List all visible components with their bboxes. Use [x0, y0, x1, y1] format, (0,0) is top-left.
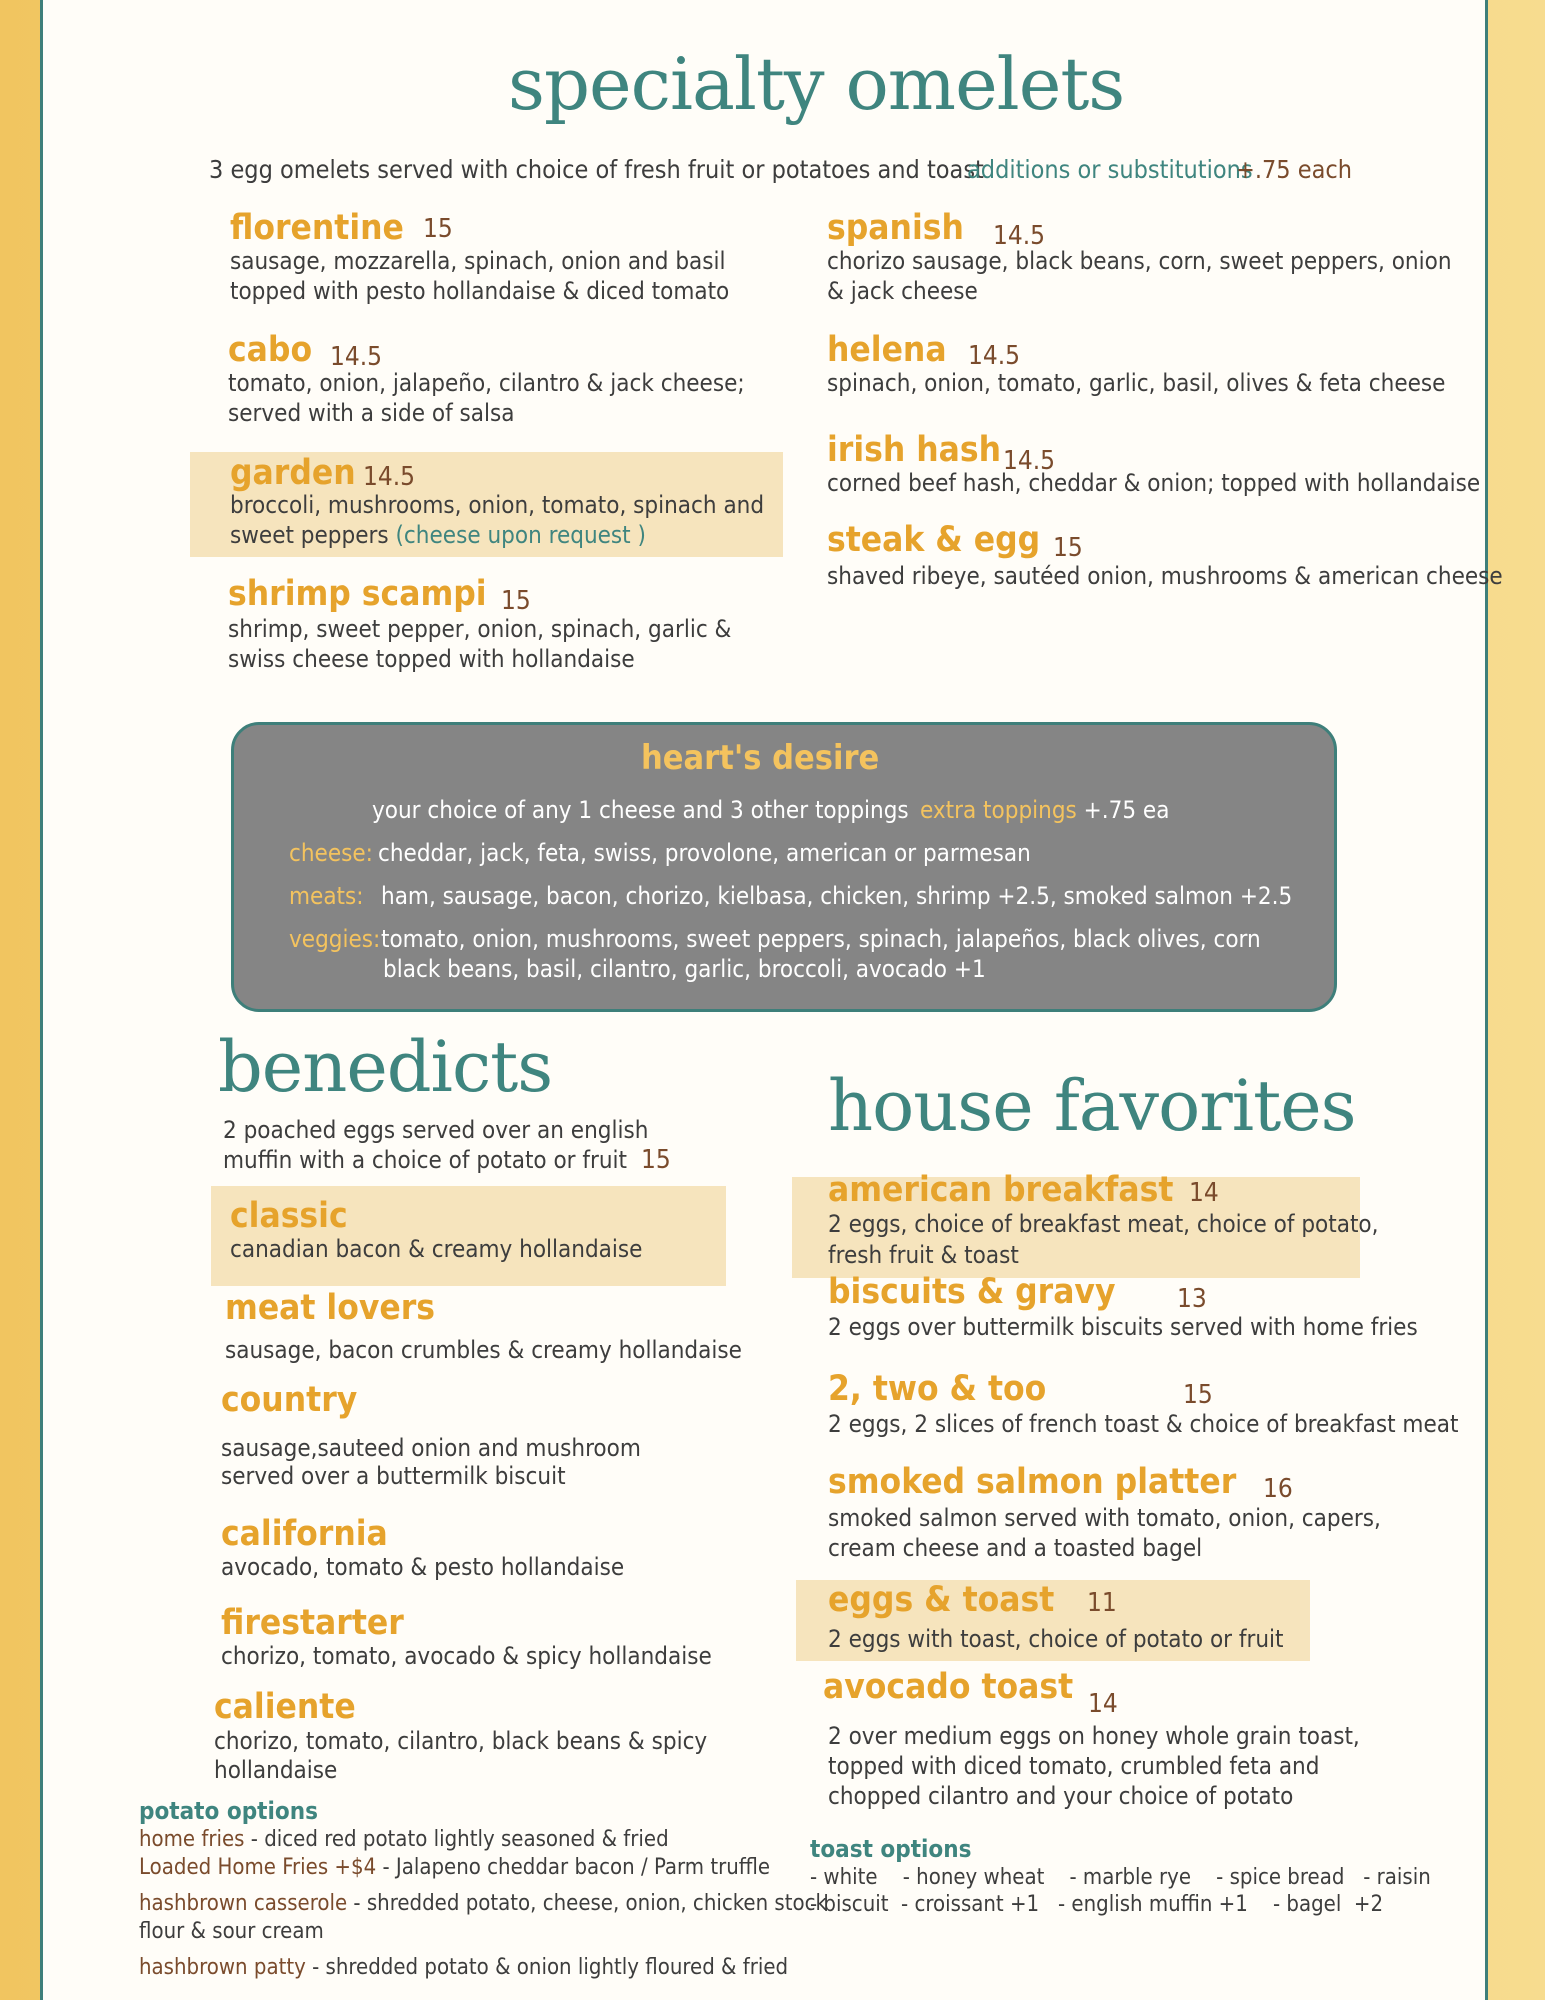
potato-patty-text: - shredded potato & onion lightly floured & fried — [305, 1955, 789, 1980]
house-avocado-name: avocado toast — [823, 1667, 1074, 1707]
potato-home-fries-text: - diced red potato lightly seasoned & fried — [244, 1827, 669, 1852]
potato-loaded — [139, 1854, 770, 1882]
potato-casserole-cont: flour & sour cream — [139, 1919, 324, 1944]
house-biscuits-desc1: 2 eggs over buttermilk biscuits served with home fries — [828, 1313, 1418, 1341]
benedicts-intro1: 2 poached eggs served over an english — [223, 1116, 649, 1144]
omelet-shrimp-scampi-desc1: shrimp, sweet pepper, onion, spinach, garlic & — [228, 615, 732, 643]
house-american-desc1: 2 eggs, choice of breakfast meat, choice of potato, — [828, 1210, 1379, 1238]
omelet-florentine-price: 15 — [423, 214, 453, 244]
benedict-caliente-name: caliente — [214, 1687, 356, 1727]
omelet-garden-desc2-text: sweet peppers — [230, 521, 389, 549]
omelet-cabo-desc2: served with a side of salsa — [228, 399, 515, 427]
omelet-steak-egg-price: 15 — [1053, 533, 1083, 563]
potato-home-fries-label: home fries — [139, 1827, 245, 1852]
omelet-spanish-name: spanish — [827, 208, 964, 248]
omelets-title: specialty omelets — [508, 42, 1125, 126]
house-american-price: 14 — [1189, 1178, 1219, 1208]
omelet-helena-price: 14.5 — [968, 341, 1021, 371]
benedict-country-desc1: sausage,sauteed onion and mushroom — [221, 1434, 641, 1462]
hearts-desire-meats-label: meats: — [289, 882, 364, 910]
omelet-garden-desc1: broccoli, mushrooms, onion, tomato, spinach and — [230, 491, 765, 519]
house-favorites-title: house favorites — [828, 1065, 1356, 1147]
hearts-desire-veggies2: black beans, basil, cilantro, garlic, broccoli, avocado +1 — [383, 955, 986, 983]
hearts-desire-cheese-label: cheese: — [289, 839, 373, 867]
house-two-too-price: 15 — [1183, 1380, 1213, 1410]
omelet-florentine-desc2: topped with pesto hollandaise & diced tomato — [230, 277, 730, 305]
hearts-desire-box — [231, 722, 1337, 1012]
omelet-garden-price: 14.5 — [363, 462, 416, 492]
omelets-subtitle: 3 egg omelets served with choice of fresh fruit or potatoes and toast — [209, 155, 984, 184]
hearts-desire-veggies1: tomato, onion, mushrooms, sweet peppers, spinach, jalapeños, black olives, corn — [381, 925, 1261, 953]
omelet-helena-name: helena — [827, 330, 947, 370]
omelets-additions-label: additions or substitutions — [967, 155, 1253, 184]
toast-options-line2: - biscuit - croissant +1 - english muffin +1 - bagel +2 — [810, 1892, 1384, 1917]
omelet-irish-hash-price: 14.5 — [1003, 446, 1056, 476]
benedict-classic-desc1: canadian bacon & creamy hollandaise — [230, 1235, 643, 1263]
benedict-caliente-desc2: hollandaise — [214, 1756, 338, 1784]
toast-options-title: toast options — [810, 1835, 972, 1863]
house-american-desc2: fresh fruit & toast — [828, 1241, 1019, 1269]
omelet-cabo-price: 14.5 — [330, 342, 383, 372]
house-eggs-toast-name: eggs & toast — [828, 1580, 1055, 1620]
potato-casserole-label: hashbrown casserole — [139, 1891, 348, 1916]
house-two-too-name: 2, two & too — [828, 1369, 1047, 1409]
omelet-cabo-name: cabo — [228, 330, 313, 370]
hearts-desire-meats: ham, sausage, bacon, chorizo, kielbasa, chicken, shrimp +2.5, smoked salmon +2.5 — [381, 882, 1293, 910]
hearts-desire-title: heart's desire — [641, 738, 880, 778]
house-biscuits-price: 13 — [1177, 1284, 1207, 1314]
omelet-shrimp-scampi-desc2: swiss cheese topped with hollandaise — [228, 645, 635, 673]
toast-options-line1: - white - honey wheat - marble rye - spice bread - raisin — [810, 1865, 1431, 1890]
hearts-desire-extra-price: +.75 ea — [1083, 796, 1170, 824]
omelets-additions-price: +.75 each — [1236, 155, 1352, 184]
omelet-cabo-desc1: tomato, onion, jalapeño, cilantro & jack cheese; — [228, 369, 745, 397]
house-salmon-desc2: cream cheese and a toasted bagel — [828, 1534, 1203, 1562]
benedict-meat-lovers-name: meat lovers — [225, 1288, 436, 1328]
hearts-desire-veggies-label: veggies: — [289, 925, 381, 953]
house-two-too-desc1: 2 eggs, 2 slices of french toast & choice of breakfast meat — [828, 1410, 1459, 1438]
omelet-spanish-price: 14.5 — [993, 221, 1046, 251]
potato-patty — [139, 1954, 788, 1982]
house-american-name: american breakfast — [828, 1170, 1174, 1210]
potato-loaded-label: Loaded Home Fries +$4 — [139, 1855, 377, 1880]
house-salmon-price: 16 — [1263, 1474, 1293, 1504]
house-eggs-toast-desc1: 2 eggs with toast, choice of potato or fruit — [828, 1625, 1284, 1653]
potato-casserole-text: - shredded potato, cheese, onion, chicken stock — [347, 1891, 827, 1916]
house-eggs-toast-price: 11 — [1087, 1588, 1117, 1618]
menu-page — [40, 0, 1503, 2000]
omelet-steak-egg-desc1: shaved ribeye, sautéed onion, mushrooms & american cheese — [827, 562, 1503, 590]
potato-loaded-text: - Jalapeno cheddar bacon / Parm truffle — [376, 1855, 771, 1880]
hearts-desire-cheese: cheddar, jack, feta, swiss, provolone, american or parmesan — [378, 839, 1031, 867]
omelet-florentine-name: florentine — [230, 208, 404, 248]
benedict-firestarter-name: firestarter — [221, 1603, 404, 1643]
house-avocado-desc1: 2 over medium eggs on honey whole grain toast, — [828, 1722, 1360, 1750]
omelet-helena-desc1: spinach, onion, tomato, garlic, basil, olives & feta cheese — [827, 369, 1446, 397]
omelet-irish-hash-name: irish hash — [827, 430, 1002, 470]
benedict-firestarter-desc1: chorizo, tomato, avocado & spicy hollandaise — [221, 1642, 712, 1670]
house-avocado-desc3: chopped cilantro and your choice of potato — [828, 1782, 1294, 1810]
omelet-spanish-desc1: chorizo sausage, black beans, corn, sweet peppers, onion — [827, 247, 1452, 275]
benedict-california-desc1: avocado, tomato & pesto hollandaise — [221, 1553, 625, 1581]
benedicts-intro2: muffin with a choice of potato or fruit — [223, 1146, 628, 1174]
potato-casserole — [139, 1890, 827, 1918]
omelet-irish-hash-desc1: corned beef hash, cheddar & onion; topped with hollandaise — [827, 469, 1481, 497]
hearts-desire-intro: your choice of any 1 cheese and 3 other toppings — [372, 796, 909, 824]
potato-options-title: potato options — [139, 1797, 318, 1825]
benedict-country-name: country — [221, 1380, 358, 1420]
potato-patty-label: hashbrown patty — [139, 1955, 306, 1980]
omelet-shrimp-scampi-price: 15 — [501, 586, 531, 616]
benedict-caliente-desc1: chorizo, tomato, cilantro, black beans & spicy — [214, 1727, 708, 1755]
benedict-classic-name: classic — [230, 1196, 348, 1236]
house-salmon-desc1: smoked salmon served with tomato, onion, capers, — [828, 1504, 1381, 1532]
house-biscuits-name: biscuits & gravy — [828, 1272, 1116, 1312]
house-salmon-name: smoked salmon platter — [828, 1462, 1237, 1502]
benedict-california-name: california — [221, 1514, 388, 1554]
hearts-desire-extra-label: extra toppings — [920, 796, 1077, 824]
omelet-garden-desc2 — [230, 520, 646, 550]
omelet-garden-name: garden — [230, 453, 356, 493]
omelet-garden-note: (cheese upon request ) — [395, 521, 646, 549]
omelet-spanish-desc2: & jack cheese — [827, 277, 978, 305]
omelet-steak-egg-name: steak & egg — [827, 520, 1041, 560]
benedict-meat-lovers-desc1: sausage, bacon crumbles & creamy hollandaise — [225, 1336, 742, 1364]
benedicts-price: 15 — [641, 1145, 671, 1175]
benedicts-title: benedicts — [218, 1026, 553, 1108]
omelet-shrimp-scampi-name: shrimp scampi — [228, 574, 487, 614]
benedict-country-desc2: served over a buttermilk biscuit — [221, 1462, 566, 1490]
house-avocado-desc2: topped with diced tomato, crumbled feta and — [828, 1752, 1320, 1780]
omelet-florentine-desc1: sausage, mozzarella, spinach, onion and basil — [230, 247, 726, 275]
hearts-desire-extra — [920, 795, 1169, 826]
potato-home-fries — [139, 1826, 669, 1854]
house-avocado-price: 14 — [1088, 1689, 1118, 1719]
